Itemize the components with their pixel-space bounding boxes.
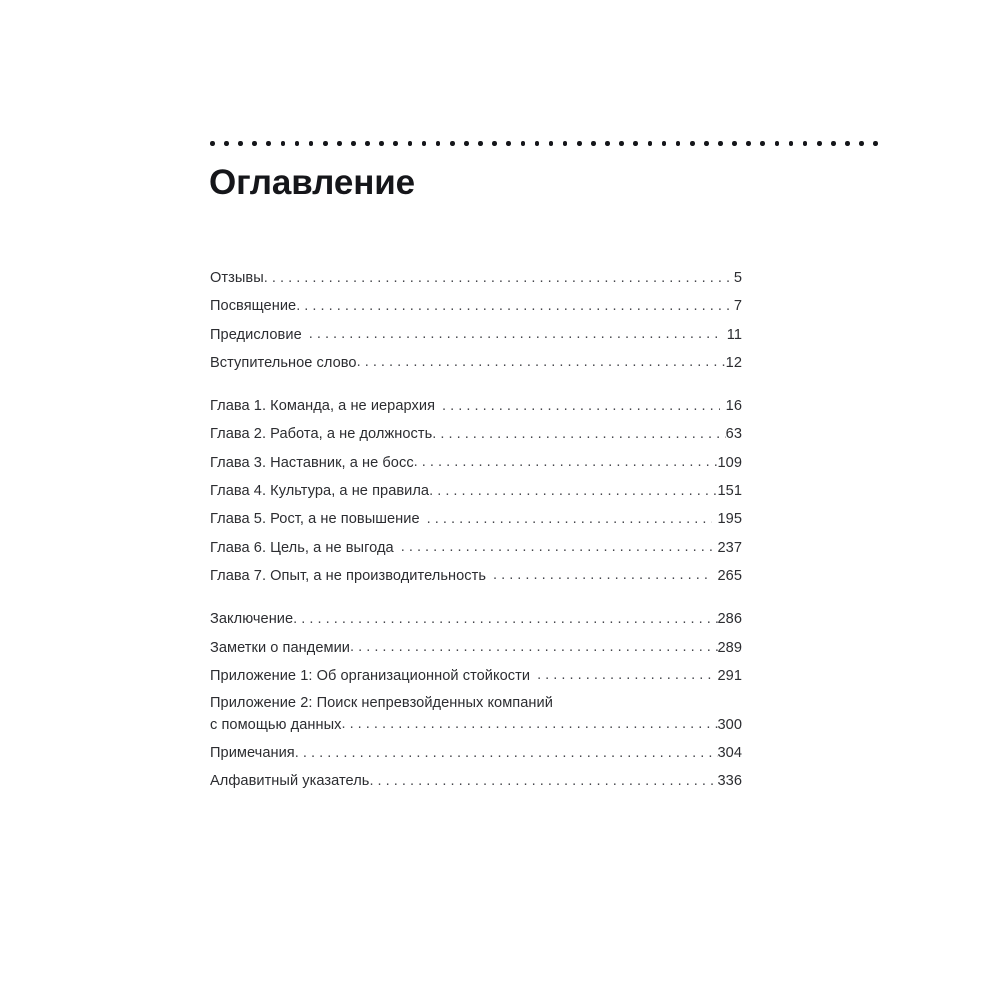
rule-dot xyxy=(492,141,497,146)
page-title: Оглавление xyxy=(209,163,416,202)
rule-dot xyxy=(676,141,681,146)
toc-entry-row xyxy=(210,321,742,349)
toc-entry-label: Приложение 1: Об организационной стойкости xyxy=(210,667,531,684)
rule-dot xyxy=(337,141,342,146)
toc-entry-first-line: Приложение 2: Поиск непревзойденных компаний xyxy=(210,695,553,712)
rule-dot xyxy=(718,141,723,146)
toc-entry-dot-leader xyxy=(341,714,717,736)
rule-dot xyxy=(619,141,624,146)
toc-entry-page-number: 12 xyxy=(725,354,742,371)
rule-dot xyxy=(549,141,554,146)
table-of-contents xyxy=(210,264,742,796)
toc-entry-page-number: 289 xyxy=(717,639,742,656)
toc-entry[interactable] xyxy=(210,634,742,662)
toc-entry-label: Глава 6. Цель, а не выгода xyxy=(210,539,394,556)
rule-dot xyxy=(633,141,638,146)
toc-entry-dot-leader xyxy=(264,264,734,292)
toc-entry-dot-leader xyxy=(309,320,721,348)
dotted-rule-decoration xyxy=(210,141,878,149)
rule-dot xyxy=(238,141,243,146)
rule-dot xyxy=(379,141,384,146)
rule-dot xyxy=(845,141,850,146)
toc-entry-label: Глава 3. Наставник, а не босс xyxy=(210,454,414,471)
rule-dot xyxy=(775,141,780,146)
rule-dot xyxy=(746,141,751,146)
toc-entry-page-number: 11 xyxy=(726,326,742,343)
toc-entry-row xyxy=(210,662,742,690)
toc-entry[interactable] xyxy=(210,420,742,448)
toc-entry-row xyxy=(210,449,742,477)
rule-dot xyxy=(478,141,483,146)
toc-entry-page-number: 109 xyxy=(717,454,742,471)
toc-entry-label: с помощью данных xyxy=(210,716,342,733)
rule-dot xyxy=(252,141,257,146)
toc-entry-page-number: 151 xyxy=(717,483,742,500)
rule-dot xyxy=(295,141,300,146)
toc-entry-row xyxy=(210,634,742,662)
toc-entry-row xyxy=(210,477,742,505)
toc-entry[interactable] xyxy=(210,477,742,505)
toc-group-front-matter xyxy=(210,264,742,377)
toc-entry-page-number: 7 xyxy=(733,298,742,315)
toc-entry-dot-leader xyxy=(295,739,718,767)
rule-dot xyxy=(577,141,582,146)
toc-entry-label: Глава 5. Рост, а не повышение xyxy=(210,511,420,528)
toc-entry-page-number: 286 xyxy=(717,611,742,628)
rule-dot xyxy=(323,141,328,146)
rule-dot xyxy=(309,141,314,146)
rule-dot xyxy=(648,141,653,146)
rule-dot xyxy=(662,141,667,146)
rule-dot xyxy=(760,141,765,146)
rule-dot xyxy=(436,141,441,146)
toc-entry-dot-leader xyxy=(296,292,734,320)
toc-entry[interactable] xyxy=(210,767,742,795)
rule-dot xyxy=(422,141,427,146)
toc-entry-dot-leader xyxy=(350,633,718,661)
rule-dot xyxy=(803,141,808,146)
toc-entry[interactable] xyxy=(210,662,742,690)
toc-entry-row xyxy=(210,715,742,737)
rule-dot xyxy=(506,141,511,146)
toc-entry-dot-leader xyxy=(401,533,712,561)
rule-dot xyxy=(281,141,286,146)
toc-entry[interactable] xyxy=(210,449,742,477)
toc-entry-dot-leader xyxy=(414,448,718,476)
toc-entry[interactable] xyxy=(210,292,742,320)
toc-entry-page-number: 195 xyxy=(717,511,742,528)
toc-entry-row xyxy=(210,605,742,633)
rule-dot xyxy=(732,141,737,146)
toc-entry[interactable] xyxy=(210,690,742,739)
toc-entry-page-number: 300 xyxy=(717,716,742,733)
toc-entry-page-number: 304 xyxy=(717,745,742,762)
rule-dot xyxy=(817,141,822,146)
rule-dot xyxy=(408,141,413,146)
rule-dot xyxy=(224,141,229,146)
toc-entry[interactable] xyxy=(210,739,742,767)
toc-entry-label: Отзывы xyxy=(210,270,264,286)
toc-entry-row xyxy=(210,739,742,767)
toc-entry-dot-leader xyxy=(429,477,717,505)
rule-dot xyxy=(831,141,836,146)
toc-entry-row xyxy=(210,292,742,320)
toc-entry-dot-leader xyxy=(427,505,712,533)
toc-entry[interactable] xyxy=(210,562,742,590)
rule-dot xyxy=(535,141,540,146)
rule-dot xyxy=(591,141,596,146)
toc-entry-label: Глава 7. Опыт, а не производительность xyxy=(210,567,486,584)
toc-entry-page-number: 63 xyxy=(725,426,742,443)
toc-entry-row xyxy=(210,534,742,562)
toc-entry-dot-leader xyxy=(293,605,717,633)
toc-entry-row xyxy=(210,767,742,795)
toc-entry-row xyxy=(210,349,742,377)
toc-entry-row xyxy=(210,392,742,420)
toc-entry-label: Посвящение xyxy=(210,298,297,315)
rule-dot xyxy=(690,141,695,146)
toc-entry-dot-leader xyxy=(369,767,717,795)
toc-entry-dot-leader xyxy=(493,561,712,589)
toc-entry[interactable] xyxy=(210,264,742,292)
toc-entry-page-number: 5 xyxy=(733,270,742,286)
toc-entry-label: Вступительное слово xyxy=(210,354,357,371)
toc-entry-label: Глава 2. Работа, а не должность xyxy=(210,426,433,443)
rule-dot xyxy=(393,141,398,146)
toc-entry-page-number: 265 xyxy=(717,567,742,584)
toc-entry-label: Глава 4. Культура, а не правила xyxy=(210,483,430,500)
toc-entry-label: Алфавитный указатель xyxy=(210,773,370,790)
toc-entry-page-number: 336 xyxy=(717,773,742,790)
toc-group-chapters xyxy=(210,392,742,590)
toc-entry[interactable] xyxy=(210,605,742,633)
toc-entry-row xyxy=(210,420,742,448)
rule-dot xyxy=(563,141,568,146)
rule-dot xyxy=(450,141,455,146)
toc-entry-page-number: 237 xyxy=(717,539,742,556)
rule-dot xyxy=(365,141,370,146)
rule-dot xyxy=(789,141,794,146)
rule-dot xyxy=(210,141,215,146)
toc-entry-row xyxy=(210,505,742,533)
toc-entry-dot-leader xyxy=(442,392,720,420)
toc-entry-dot-leader xyxy=(357,348,726,376)
toc-entry-page-number: 16 xyxy=(725,398,742,415)
toc-entry-dot-leader xyxy=(537,661,711,689)
toc-entry-label: Заметки о пандемии xyxy=(210,639,350,656)
toc-entry-label: Заключение xyxy=(210,611,294,628)
rule-dot xyxy=(351,141,356,146)
toc-entry-label: Предисловие xyxy=(210,326,302,343)
rule-dot xyxy=(521,141,526,146)
toc-entry-label: Примечания xyxy=(210,745,295,762)
toc-entry[interactable] xyxy=(210,349,742,377)
rule-dot xyxy=(266,141,271,146)
toc-entry-dot-leader xyxy=(432,420,725,448)
toc-entry-page-number: 291 xyxy=(717,667,742,684)
rule-dot xyxy=(704,141,709,146)
toc-entry-label: Глава 1. Команда, а не иерархия xyxy=(210,398,436,415)
toc-entry-row xyxy=(210,562,742,590)
rule-dot xyxy=(605,141,610,146)
rule-dot xyxy=(464,141,469,146)
toc-entry-row xyxy=(210,264,742,292)
toc-entry[interactable] xyxy=(210,321,742,349)
toc-entry[interactable] xyxy=(210,392,742,420)
toc-entry[interactable] xyxy=(210,534,742,562)
toc-entry[interactable] xyxy=(210,505,742,533)
rule-dot xyxy=(859,141,864,146)
rule-dot xyxy=(873,141,878,146)
toc-group-back-matter xyxy=(210,605,742,795)
